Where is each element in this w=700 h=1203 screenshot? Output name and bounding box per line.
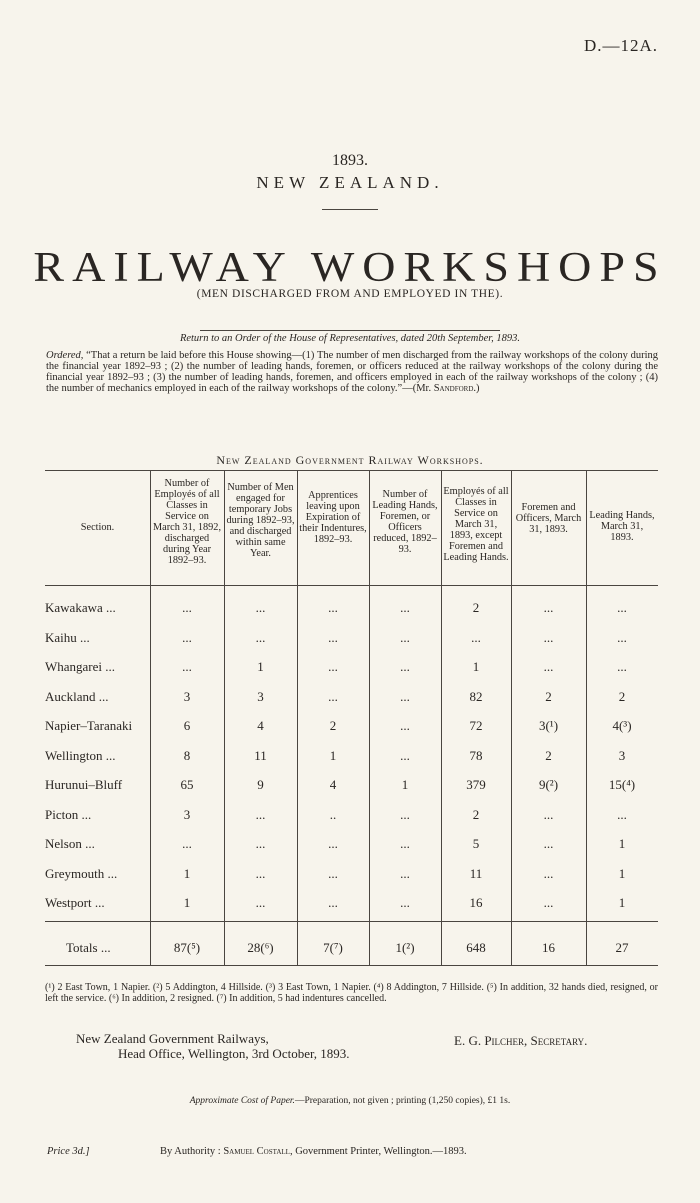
- table-cell: ...: [543, 600, 554, 615]
- table-cell: ...: [617, 600, 627, 615]
- signature-office: Head Office, Wellington, 3rd October, 1893.: [118, 1046, 350, 1061]
- row-section-label: Nelson ...: [45, 836, 95, 851]
- totals-cell: 7(⁷): [323, 940, 343, 955]
- cost-label: Approximate Cost of Paper.: [189, 1096, 295, 1106]
- row-section-label: Auckland ...: [45, 688, 109, 704]
- table-cell: 72: [469, 718, 483, 733]
- table-cell: ...: [182, 600, 192, 615]
- column-header: Number of Men engaged for temporary Jobs during 1892–93, and discharged within same Year.: [226, 482, 295, 559]
- table-cell: ...: [328, 865, 338, 881]
- table-cell: ...: [328, 895, 338, 910]
- cost-of-paper: [0, 1096, 700, 1106]
- ordered-end: .): [473, 383, 480, 394]
- column-header: Leading Hands, March 31, 1893.: [589, 510, 655, 543]
- table-cell: 2: [545, 747, 552, 763]
- authority-rest: , Government Printer, Wellington.—1893.: [289, 1146, 467, 1157]
- table-cell: 9(²): [538, 777, 559, 792]
- signature-org: New Zealand Government Railways,: [76, 1031, 269, 1046]
- table-cell: 379: [466, 777, 486, 792]
- table-cell: 78: [469, 747, 483, 763]
- table-cell: ...: [400, 747, 410, 763]
- column-rule: [511, 470, 512, 965]
- table-heading: [0, 453, 700, 468]
- table-cell: ...: [182, 659, 192, 674]
- year: 1893.: [332, 152, 368, 169]
- table-cell: 1: [329, 747, 337, 763]
- table-cell: ...: [400, 688, 410, 704]
- table-cell: ...: [328, 629, 338, 645]
- ordered-name: Sandford: [433, 383, 474, 394]
- table-cell: 82: [469, 688, 483, 704]
- table-cell: ...: [328, 836, 338, 851]
- table-cell: ...: [400, 836, 410, 851]
- totals-cell: 1(²): [395, 940, 415, 955]
- table-cell: ...: [255, 895, 266, 910]
- signer-name: E. G. Pilcher, Secretary.: [454, 1033, 588, 1048]
- row-section-label: Wellington ...: [45, 747, 116, 763]
- table-cell: 4(³): [612, 718, 632, 733]
- column-header: Apprentices leaving upon Expiration of their Indentures, 1892–93.: [299, 490, 367, 545]
- table-cell: 1: [257, 659, 264, 674]
- table-cell: 2: [472, 806, 480, 822]
- row-section-label: Westport ...: [45, 895, 105, 910]
- table-cell: 1: [618, 895, 626, 910]
- table-cell: ...: [255, 806, 266, 822]
- table-cell: ...: [328, 659, 338, 674]
- authority-line: [160, 1146, 467, 1157]
- row-section-label: Whangarei ...: [45, 659, 116, 674]
- table-bottom-rule: [45, 965, 658, 966]
- column-header: Employés of all Classes in Service on March 31, 1893, except Foremen and Leading Hands.: [443, 486, 509, 563]
- column-header: Section.: [80, 522, 115, 533]
- page-title: RAILWAY WORKSHOPS: [33, 243, 667, 290]
- table-body-rule: [45, 921, 658, 922]
- column-rule: [150, 470, 151, 965]
- table-cell: ...: [543, 629, 554, 645]
- table-cell: ...: [617, 629, 627, 645]
- table-cell: 2: [472, 600, 480, 615]
- table-cell: ...: [400, 865, 410, 881]
- table-cell: ...: [471, 629, 481, 645]
- table-cell: ...: [255, 836, 266, 851]
- table-cell: 1: [401, 777, 409, 792]
- table-cell: ...: [328, 688, 338, 704]
- table-cell: ...: [182, 836, 192, 851]
- page-subtitle: (MEN DISCHARGED FROM AND EMPLOYED IN THE).: [196, 288, 504, 300]
- table-cell: ...: [543, 806, 554, 822]
- table-cell: 1: [618, 865, 626, 881]
- table-heading-text: New Zealand Government Railway Workshops.: [216, 453, 484, 467]
- table-cell: 5: [472, 836, 480, 851]
- table-cell: 65: [180, 777, 194, 792]
- table-cell: 3: [183, 688, 191, 704]
- row-section-label: Picton ...: [45, 806, 92, 822]
- table-cell: ...: [255, 865, 266, 881]
- totals-cell: 648: [466, 940, 486, 955]
- row-section-label: Kawakawa ...: [45, 600, 116, 615]
- table-cell: 11: [254, 747, 267, 763]
- table-cell: ...: [543, 836, 554, 851]
- order-rule: [200, 330, 500, 331]
- table-cell: 8: [183, 747, 191, 763]
- table-cell: 4: [329, 777, 337, 792]
- column-header: Number of Employés of all Classes in Service on March 31, 1892, discharged during Year 1892–93.: [152, 478, 222, 566]
- table-cell: ...: [400, 600, 410, 615]
- table-cell: 11: [469, 865, 483, 881]
- column-header: Number of Leading Hands, Foremen, or Officers reduced, 1892–93.: [372, 489, 438, 555]
- table-cell: ...: [617, 659, 627, 674]
- table-cell: 3: [257, 688, 264, 704]
- table-cell: ...: [400, 718, 410, 733]
- table-cell: 2: [545, 688, 552, 704]
- table-cell: ...: [400, 806, 410, 822]
- row-section-label: Kaihu ...: [45, 629, 90, 645]
- table-cell: 3: [618, 747, 626, 763]
- table-cell: ...: [255, 600, 266, 615]
- table-cell: 3: [183, 806, 191, 822]
- document-reference: D.—12A.: [583, 36, 658, 55]
- table-cell: ...: [328, 600, 338, 615]
- authority-name: Samuel Costall: [223, 1146, 290, 1157]
- table-cell: 2: [618, 688, 626, 704]
- table-cell: 1: [183, 865, 191, 881]
- table-cell: 1: [183, 895, 191, 910]
- totals-cell: 87(⁵): [173, 940, 201, 955]
- column-header: Foremen and Officers, March 31, 1893.: [515, 502, 582, 535]
- row-section-label: Greymouth ...: [45, 865, 118, 881]
- table-cell: ...: [400, 895, 410, 910]
- title-rule: [322, 209, 378, 210]
- footnotes: (¹) 2 East Town, 1 Napier. (²) 5 Addington, 4 Hillside. (³) 3 East Town, 1 Napier. (⁴) 8 Addington, 7 Hillside. (⁵) In addition, 32 hands died, resigned, or left the service. (⁶) In addition, 2 resigned. (⁷) In addition, 5 had indentures cancelled.: [45, 982, 658, 1004]
- cost-text: —Preparation, not given ; printing (1,250 copies), £1 1s.: [294, 1096, 511, 1106]
- table-cell: 6: [183, 718, 191, 733]
- table-cell: ...: [400, 659, 410, 674]
- ordered-prefix: Ordered,: [46, 350, 84, 361]
- row-section-label: Napier–Taranaki: [45, 718, 133, 733]
- table-cell: 4: [257, 718, 264, 733]
- table-cell: ...: [543, 659, 554, 674]
- signature-signer: [454, 1033, 587, 1049]
- table-cell: ...: [255, 629, 266, 645]
- table-cell: 16: [469, 895, 483, 910]
- table-cell: ...: [400, 629, 410, 645]
- table-cell: 3(¹): [538, 718, 559, 733]
- table-cell: 1: [618, 836, 626, 851]
- return-order-line: Return to an Order of the House of Representatives, dated 20th September, 1893.: [179, 333, 521, 344]
- ordered-body: “That a return be laid before this House showing—(1) The number of men discharged from the railway workshops of the colony during the financial year 1892–93 ; (2) the number of leading hands, foremen, or officers reduced at the railway workshops of the colony during the financial year 1892–93 ; (3) the number of leading hands, foremen, and officers employed in each of the railway workshops of the colony ; (4) the number of mechanics employed in each of the railway workshops of the colony.”—(Mr.: [46, 350, 658, 394]
- table-cell: ...: [543, 895, 554, 910]
- table-cell: ...: [543, 865, 554, 881]
- country: NEW ZEALAND.: [256, 173, 444, 192]
- table-cell: ..: [329, 806, 337, 822]
- table-cell: 9: [257, 777, 264, 792]
- row-section-label: Hurunui–Bluff: [45, 777, 123, 792]
- totals-label: Totals ...: [66, 940, 111, 955]
- table-cell: ...: [617, 806, 627, 822]
- table-top-rule: [45, 470, 658, 471]
- price: Price 3d.]: [47, 1146, 90, 1157]
- totals-cell: 27: [615, 940, 629, 955]
- order-paragraph: [46, 350, 658, 394]
- table-header-rule: [45, 585, 658, 586]
- totals-cell: 16: [542, 940, 555, 955]
- table-cell: ...: [182, 629, 192, 645]
- table-cell: 1: [472, 659, 480, 674]
- table-cell: 15(⁴): [608, 777, 636, 792]
- table-cell: 2: [329, 718, 337, 733]
- totals-cell: 28(⁶): [247, 940, 274, 955]
- authority-prefix: By Authority :: [160, 1146, 224, 1157]
